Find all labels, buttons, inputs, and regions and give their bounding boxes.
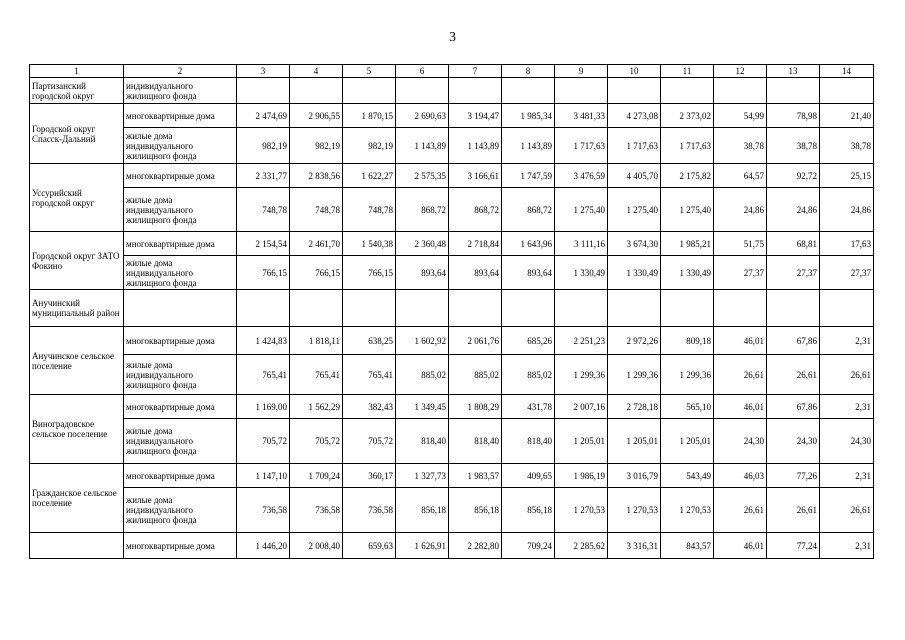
value-cell: 27,37 xyxy=(714,256,767,290)
value-cell: 638,25 xyxy=(343,327,396,355)
value-cell: 360,17 xyxy=(343,464,396,488)
value-cell: 4 273,08 xyxy=(608,104,661,128)
value-cell: 1 424,83 xyxy=(237,327,290,355)
housing-category: многоквартирные дома xyxy=(124,464,237,488)
value-cell: 2 175,82 xyxy=(661,164,714,188)
value-cell: 1 870,15 xyxy=(343,104,396,128)
value-cell: 2 282,80 xyxy=(449,533,502,559)
column-header: 4 xyxy=(290,65,343,78)
value-cell: 685,26 xyxy=(502,327,555,355)
value-cell: 2 690,63 xyxy=(396,104,449,128)
value-cell: 2 285,62 xyxy=(555,533,608,559)
value-cell: 77,24 xyxy=(767,533,820,559)
housing-category: многоквартирные дома xyxy=(124,164,237,188)
value-cell: 1 270,53 xyxy=(555,488,608,533)
value-cell: 1 330,49 xyxy=(555,256,608,290)
value-cell: 748,78 xyxy=(237,188,290,232)
value-cell: 766,15 xyxy=(343,256,396,290)
value-cell: 78,98 xyxy=(767,104,820,128)
column-header: 10 xyxy=(608,65,661,78)
value-cell: 1 147,10 xyxy=(237,464,290,488)
housing-category: жилые дома индивидуального жилищного фонда xyxy=(124,488,237,533)
value-cell: 1 143,89 xyxy=(502,128,555,164)
value-cell: 818,40 xyxy=(449,419,502,464)
value-cell: 659,63 xyxy=(343,533,396,559)
value-cell: 92,72 xyxy=(767,164,820,188)
value-cell: 1 143,89 xyxy=(396,128,449,164)
value-cell: 748,78 xyxy=(290,188,343,232)
value-cell: 1 985,34 xyxy=(502,104,555,128)
value-cell: 705,72 xyxy=(290,419,343,464)
value-cell: 1 622,27 xyxy=(343,164,396,188)
value-cell: 3 016,79 xyxy=(608,464,661,488)
housing-category: жилые дома индивидуального жилищного фонда xyxy=(124,128,237,164)
value-cell: 54,99 xyxy=(714,104,767,128)
value-cell: 26,61 xyxy=(820,355,874,395)
value-cell: 868,72 xyxy=(502,188,555,232)
value-cell: 705,72 xyxy=(237,419,290,464)
value-cell: 1 818,11 xyxy=(290,327,343,355)
value-cell: 38,78 xyxy=(767,128,820,164)
value-cell: 1 349,45 xyxy=(396,395,449,419)
column-header: 8 xyxy=(502,65,555,78)
value-cell: 2 251,23 xyxy=(555,327,608,355)
value-cell: 982,19 xyxy=(237,128,290,164)
value-cell: 1 717,63 xyxy=(608,128,661,164)
column-header: 7 xyxy=(449,65,502,78)
value-cell: 1 169,00 xyxy=(237,395,290,419)
district-name: Анучинский муниципальный район xyxy=(30,290,124,327)
value-cell: 1 643,96 xyxy=(502,232,555,256)
value-cell: 2 474,69 xyxy=(237,104,290,128)
value-cell: 1 275,40 xyxy=(661,188,714,232)
value-cell: 2,31 xyxy=(820,533,874,559)
value-cell: 736,58 xyxy=(237,488,290,533)
value-cell: 38,78 xyxy=(820,128,874,164)
value-cell: 64,57 xyxy=(714,164,767,188)
value-cell: 982,19 xyxy=(290,128,343,164)
table-row xyxy=(30,395,874,419)
value-cell: 2 154,54 xyxy=(237,232,290,256)
value-cell: 856,18 xyxy=(449,488,502,533)
value-cell: 1 709,24 xyxy=(290,464,343,488)
table-row xyxy=(30,188,874,232)
column-header: 14 xyxy=(820,65,874,78)
value-cell: 17,63 xyxy=(820,232,874,256)
value-cell: 1 602,92 xyxy=(396,327,449,355)
value-cell: 3 481,33 xyxy=(555,104,608,128)
value-cell: 26,61 xyxy=(767,488,820,533)
value-cell: 24,86 xyxy=(767,188,820,232)
value-cell: 982,19 xyxy=(343,128,396,164)
value-cell: 68,81 xyxy=(767,232,820,256)
value-cell: 25,15 xyxy=(820,164,874,188)
value-cell: 1 446,20 xyxy=(237,533,290,559)
value-cell: 818,40 xyxy=(396,419,449,464)
value-cell: 46,01 xyxy=(714,395,767,419)
value-cell: 46,01 xyxy=(714,533,767,559)
value-cell: 24,86 xyxy=(714,188,767,232)
value-cell: 67,86 xyxy=(767,395,820,419)
value-cell: 431,78 xyxy=(502,395,555,419)
value-cell: 843,57 xyxy=(661,533,714,559)
value-cell: 3 476,59 xyxy=(555,164,608,188)
district-name: Городской округ ЗАТО Фокино xyxy=(30,232,124,290)
value-cell: 766,15 xyxy=(237,256,290,290)
value-cell: 1 562,29 xyxy=(290,395,343,419)
table-row xyxy=(30,464,874,488)
value-cell: 2 008,40 xyxy=(290,533,343,559)
column-header: 5 xyxy=(343,65,396,78)
table-row xyxy=(30,327,874,355)
value-cell: 1 299,36 xyxy=(608,355,661,395)
value-cell: 1 985,21 xyxy=(661,232,714,256)
value-cell: 26,61 xyxy=(714,355,767,395)
column-header: 9 xyxy=(555,65,608,78)
value-cell: 46,03 xyxy=(714,464,767,488)
value-cell: 868,72 xyxy=(449,188,502,232)
table-row xyxy=(30,355,874,395)
value-cell: 856,18 xyxy=(502,488,555,533)
value-cell: 26,61 xyxy=(714,488,767,533)
housing-category: многоквартирные дома xyxy=(124,533,237,559)
value-cell: 1 983,57 xyxy=(449,464,502,488)
value-cell: 1 540,38 xyxy=(343,232,396,256)
column-header: 2 xyxy=(124,65,237,78)
value-cell: 1 275,40 xyxy=(555,188,608,232)
value-cell: 856,18 xyxy=(396,488,449,533)
column-header: 3 xyxy=(237,65,290,78)
value-cell: 2 061,76 xyxy=(449,327,502,355)
value-cell: 1 143,89 xyxy=(449,128,502,164)
table-row xyxy=(30,232,874,256)
housing-category: жилые дома индивидуального жилищного фонда xyxy=(124,355,237,395)
housing-category: многоквартирные дома xyxy=(124,232,237,256)
value-cell: 885,02 xyxy=(502,355,555,395)
value-cell: 26,61 xyxy=(820,488,874,533)
value-cell: 2 906,55 xyxy=(290,104,343,128)
table-row xyxy=(30,419,874,464)
table-row xyxy=(30,256,874,290)
value-cell: 1 330,49 xyxy=(661,256,714,290)
value-cell: 1 205,01 xyxy=(555,419,608,464)
column-header: 13 xyxy=(767,65,820,78)
value-cell: 885,02 xyxy=(396,355,449,395)
value-cell: 543,49 xyxy=(661,464,714,488)
value-cell: 736,58 xyxy=(343,488,396,533)
value-cell: 4 405,70 xyxy=(608,164,661,188)
column-header: 6 xyxy=(396,65,449,78)
value-cell: 3 111,16 xyxy=(555,232,608,256)
value-cell: 77,26 xyxy=(767,464,820,488)
value-cell: 24,30 xyxy=(767,419,820,464)
value-cell: 2,31 xyxy=(820,327,874,355)
housing-category: многоквартирные дома xyxy=(124,104,237,128)
value-cell: 1 808,29 xyxy=(449,395,502,419)
value-cell: 2,31 xyxy=(820,395,874,419)
value-cell: 3 316,31 xyxy=(608,533,661,559)
value-cell: 1 270,53 xyxy=(661,488,714,533)
value-cell: 2 972,26 xyxy=(608,327,661,355)
value-cell: 1 299,36 xyxy=(661,355,714,395)
value-cell: 709,24 xyxy=(502,533,555,559)
value-cell: 3 674,30 xyxy=(608,232,661,256)
value-cell: 736,58 xyxy=(290,488,343,533)
value-cell: 2 461,70 xyxy=(290,232,343,256)
housing-category: многоквартирные дома xyxy=(124,327,237,355)
tariff-table xyxy=(29,64,874,559)
value-cell: 27,37 xyxy=(820,256,874,290)
value-cell: 765,41 xyxy=(290,355,343,395)
value-cell: 1 986,19 xyxy=(555,464,608,488)
value-cell: 1 205,01 xyxy=(608,419,661,464)
value-cell: 748,78 xyxy=(343,188,396,232)
value-cell: 1 717,63 xyxy=(555,128,608,164)
value-cell: 765,41 xyxy=(343,355,396,395)
value-cell: 2 331,77 xyxy=(237,164,290,188)
value-cell: 1 330,49 xyxy=(608,256,661,290)
district-name: Городской округ Спасск-Дальний xyxy=(30,104,124,164)
column-header: 12 xyxy=(714,65,767,78)
district-name: Партизанский городской округ xyxy=(30,78,124,104)
value-cell: 21,40 xyxy=(820,104,874,128)
value-cell: 2 373,02 xyxy=(661,104,714,128)
value-cell: 382,43 xyxy=(343,395,396,419)
value-cell: 1 327,73 xyxy=(396,464,449,488)
value-cell: 3 194,47 xyxy=(449,104,502,128)
housing-category: индивидуального жилищного фонда xyxy=(124,78,237,104)
value-cell: 705,72 xyxy=(343,419,396,464)
housing-category: жилые дома индивидуального жилищного фонда xyxy=(124,419,237,464)
page-number: 3 xyxy=(449,30,456,45)
value-cell: 1 275,40 xyxy=(608,188,661,232)
value-cell: 27,37 xyxy=(767,256,820,290)
value-cell: 3 166,61 xyxy=(449,164,502,188)
value-cell: 2 007,16 xyxy=(555,395,608,419)
value-cell: 409,65 xyxy=(502,464,555,488)
district-name: Уссурийский городской округ xyxy=(30,164,124,232)
value-cell: 893,64 xyxy=(449,256,502,290)
table-row xyxy=(30,533,874,559)
table-row xyxy=(30,164,874,188)
value-cell: 1 626,91 xyxy=(396,533,449,559)
value-cell: 1 270,53 xyxy=(608,488,661,533)
value-cell: 24,30 xyxy=(820,419,874,464)
value-cell: 765,41 xyxy=(237,355,290,395)
table-row xyxy=(30,128,874,164)
header-row xyxy=(30,65,874,78)
value-cell: 26,61 xyxy=(767,355,820,395)
value-cell: 885,02 xyxy=(449,355,502,395)
value-cell: 2 838,56 xyxy=(290,164,343,188)
column-header: 11 xyxy=(661,65,714,78)
value-cell: 1 747,59 xyxy=(502,164,555,188)
value-cell: 1 205,01 xyxy=(661,419,714,464)
value-cell: 2 728,18 xyxy=(608,395,661,419)
value-cell: 51,75 xyxy=(714,232,767,256)
value-cell: 67,86 xyxy=(767,327,820,355)
column-header: 1 xyxy=(30,65,124,78)
value-cell: 2,31 xyxy=(820,464,874,488)
value-cell: 2 575,35 xyxy=(396,164,449,188)
value-cell: 2 360,48 xyxy=(396,232,449,256)
value-cell: 1 299,36 xyxy=(555,355,608,395)
value-cell: 565,10 xyxy=(661,395,714,419)
value-cell: 1 717,63 xyxy=(661,128,714,164)
housing-category: жилые дома индивидуального жилищного фонда xyxy=(124,256,237,290)
value-cell: 24,30 xyxy=(714,419,767,464)
value-cell: 893,64 xyxy=(396,256,449,290)
value-cell: 766,15 xyxy=(290,256,343,290)
table-row xyxy=(30,488,874,533)
value-cell: 893,64 xyxy=(502,256,555,290)
table-row xyxy=(30,78,874,104)
value-cell: 46,01 xyxy=(714,327,767,355)
housing-category: многоквартирные дома xyxy=(124,395,237,419)
district-name: Виноградовское сельское поселение xyxy=(30,395,124,464)
value-cell: 809,18 xyxy=(661,327,714,355)
district-name: Гражданское сельское поселение xyxy=(30,464,124,533)
value-cell: 2 718,84 xyxy=(449,232,502,256)
table-row xyxy=(30,104,874,128)
value-cell: 818,40 xyxy=(502,419,555,464)
value-cell: 868,72 xyxy=(396,188,449,232)
value-cell: 24,86 xyxy=(820,188,874,232)
table-row xyxy=(30,290,874,327)
district-name: Анучинское сельское поселение xyxy=(30,327,124,395)
housing-category: жилые дома индивидуального жилищного фонда xyxy=(124,188,237,232)
value-cell: 38,78 xyxy=(714,128,767,164)
